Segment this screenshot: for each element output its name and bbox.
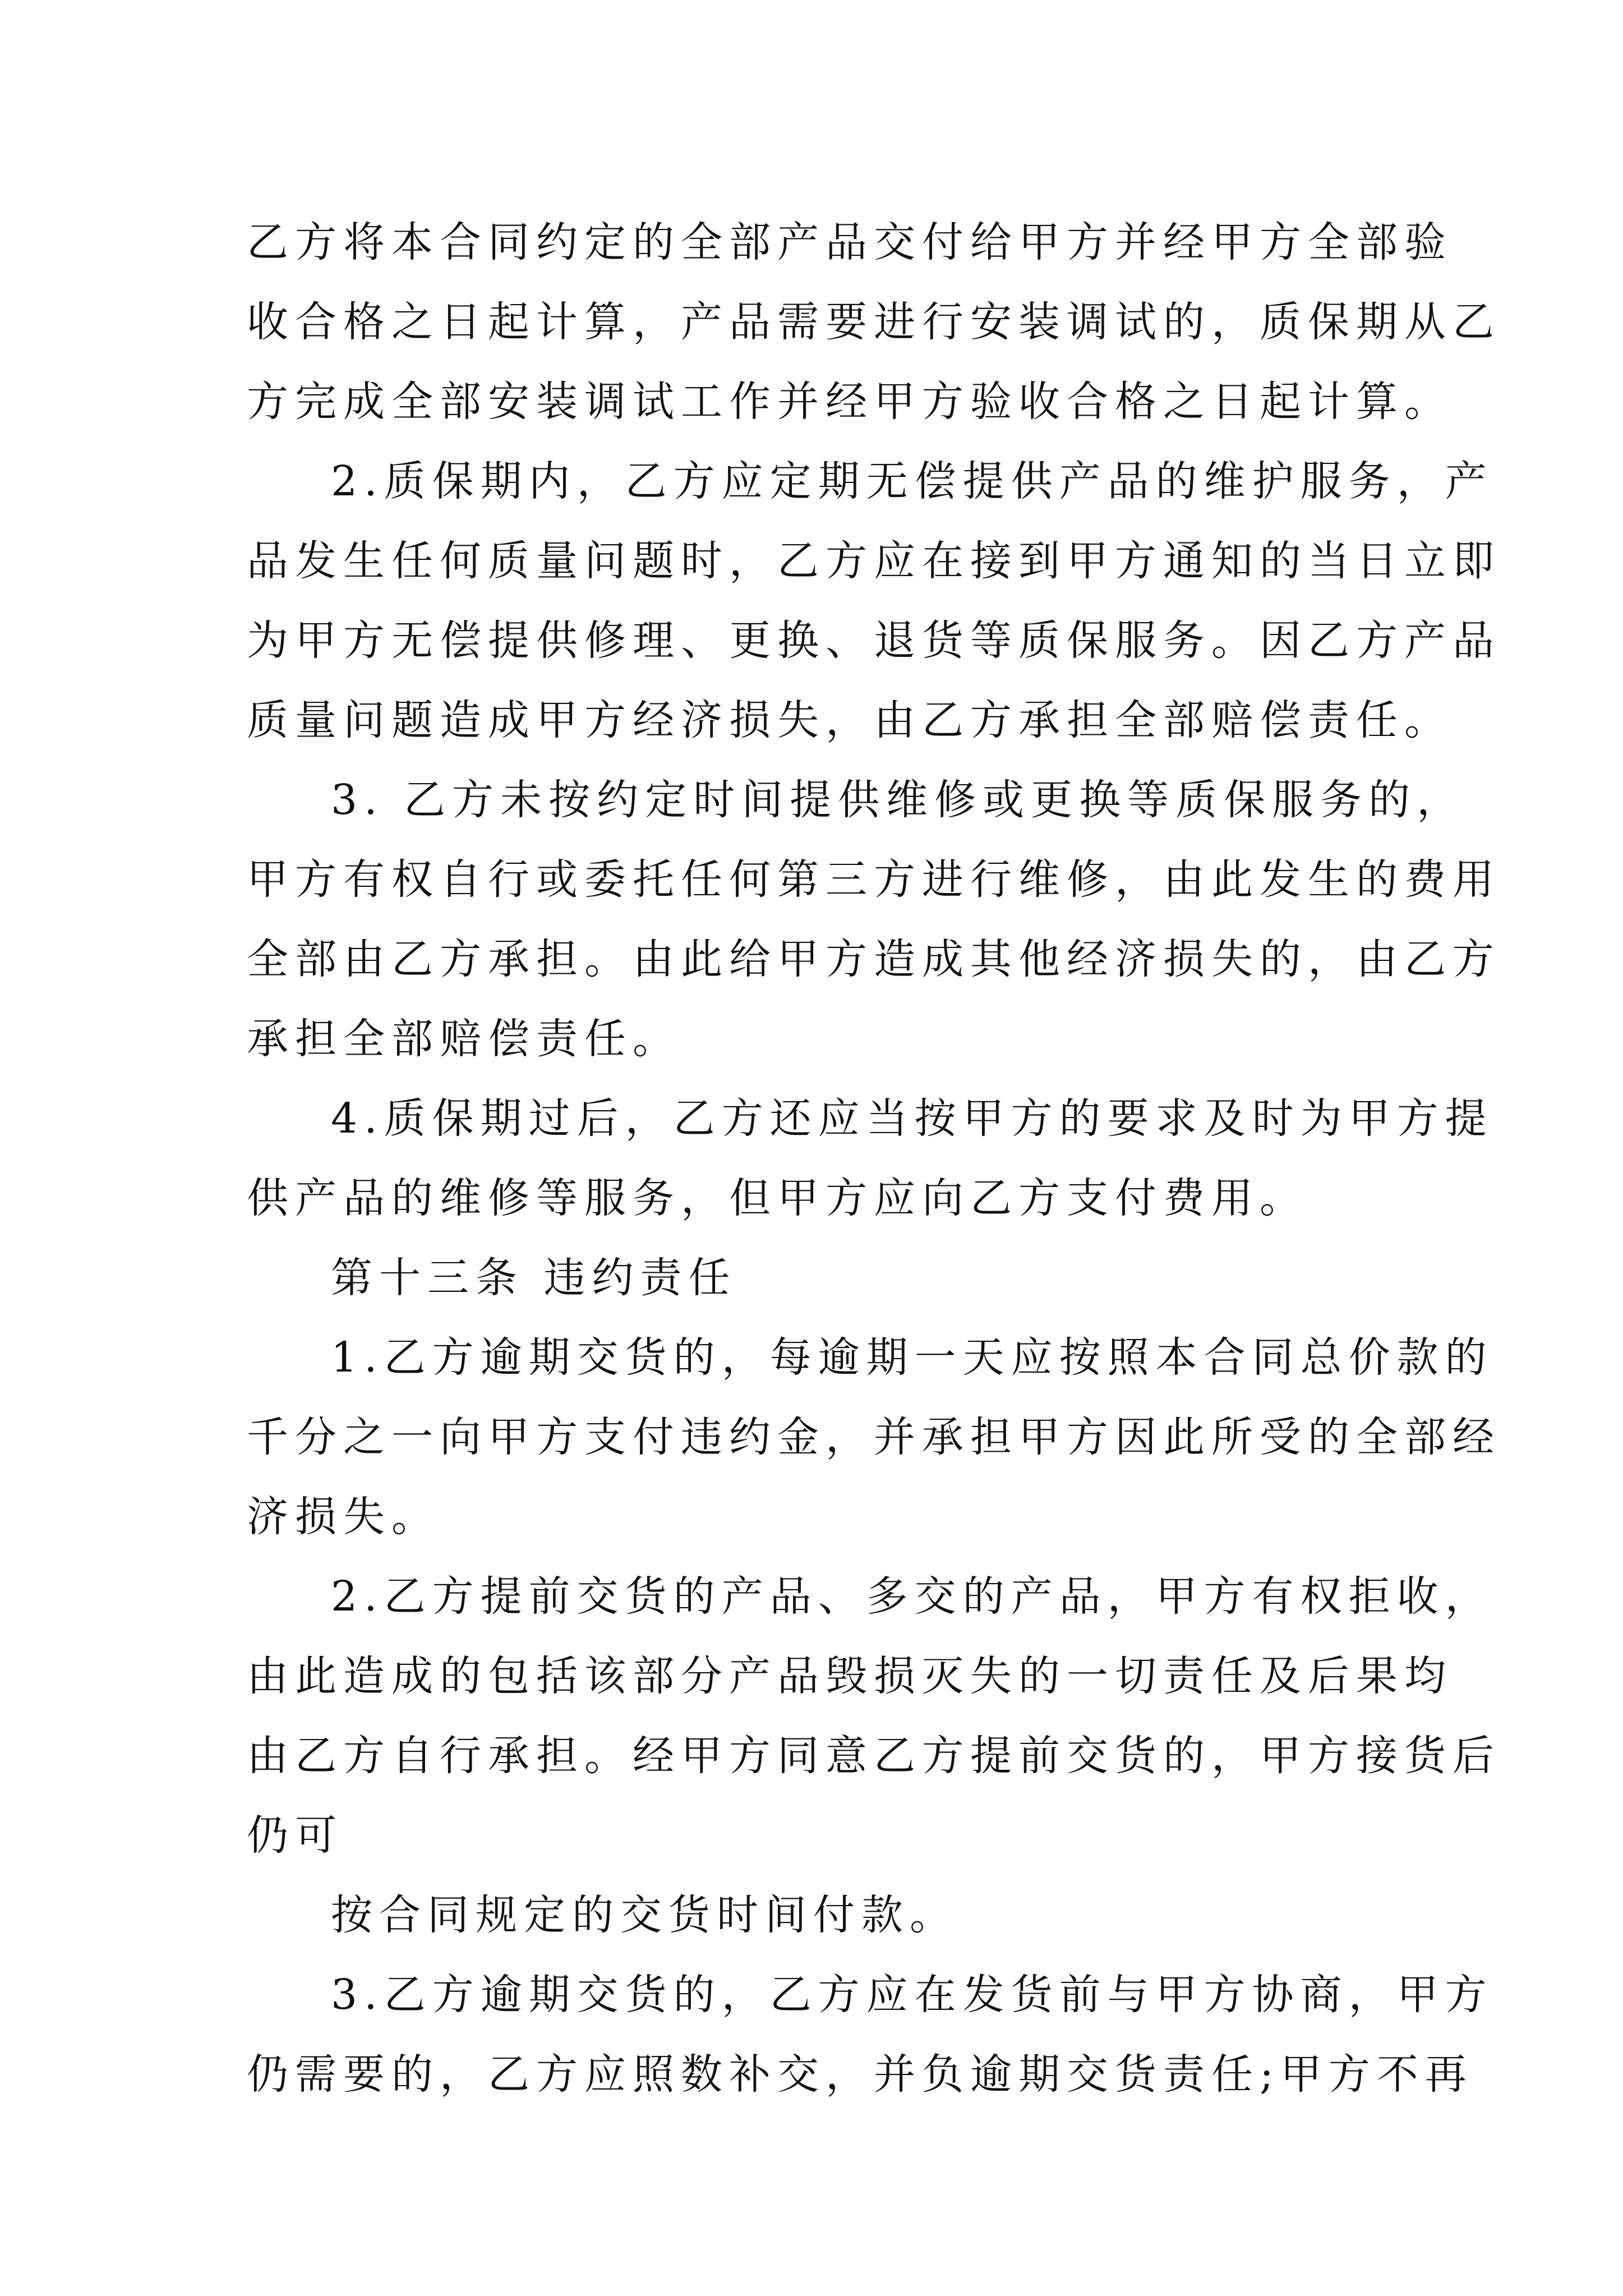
text-line: 承担全部赔偿责任。 [247,1015,681,1063]
text-line: 仍可 [247,1811,343,1860]
text-line: 由此造成的包括该部分产品毁损灭失的一切责任及后果均 [247,1652,1453,1700]
text-line: 为甲方无偿提供修理、更换、退货等质保服务。因乙方产品 [247,616,1501,665]
text-line: 千分之一向甲方支付违约金，并承担甲方因此所受的全部经 [247,1413,1501,1461]
text-line: 由乙方自行承担。经甲方同意乙方提前交货的，甲方接货后 [247,1732,1501,1780]
section-heading: 第十三条 违约责任 [331,1254,737,1302]
text-line: 方完成全部安装调试工作并经甲方验收合格之日起计算。 [247,378,1453,426]
text-line: 3.乙方逾期交货的，乙方应在发货前与甲方协商，甲方 [331,1971,1493,2019]
text-line: 按合同规定的交货时间付款。 [331,1891,958,1939]
text-line: 收合格之日起计算，产品需要进行安装调试的，质保期从乙 [247,298,1501,346]
text-line: 1.乙方逾期交货的，每逾期一天应按照本合同总价款的 [331,1333,1493,1382]
text-line: 全部由乙方承担。由此给甲方造成其他经济损失的，由乙方 [247,935,1501,983]
text-line: 3. 乙方未按约定时间提供维修或更换等质保服务的， [331,776,1465,824]
text-line: 济损失。 [247,1493,440,1541]
text-line: 甲方有权自行或委托任何第三方进行维修，由此发生的费用 [247,855,1501,904]
text-line: 质量问题造成甲方经济损失，由乙方承担全部赔偿责任。 [247,696,1453,744]
text-line: 2.乙方提前交货的产品、多交的产品，甲方有权拒收， [331,1572,1493,1621]
text-line: 仍需要的，乙方应照数补交，并负逾期交货责任;甲方不再 [247,2050,1473,2099]
text-line: 乙方将本合同约定的全部产品交付给甲方并经甲方全部验 [247,218,1453,266]
text-line: 供产品的维修等服务，但甲方应向乙方支付费用。 [247,1174,1308,1222]
text-line: 2.质保期内，乙方应定期无偿提供产品的维护服务，产 [331,457,1493,505]
text-line: 品发生任何质量问题时，乙方应在接到甲方通知的当日立即 [247,537,1501,585]
text-line: 4.质保期过后，乙方还应当按甲方的要求及时为甲方提 [331,1094,1493,1143]
